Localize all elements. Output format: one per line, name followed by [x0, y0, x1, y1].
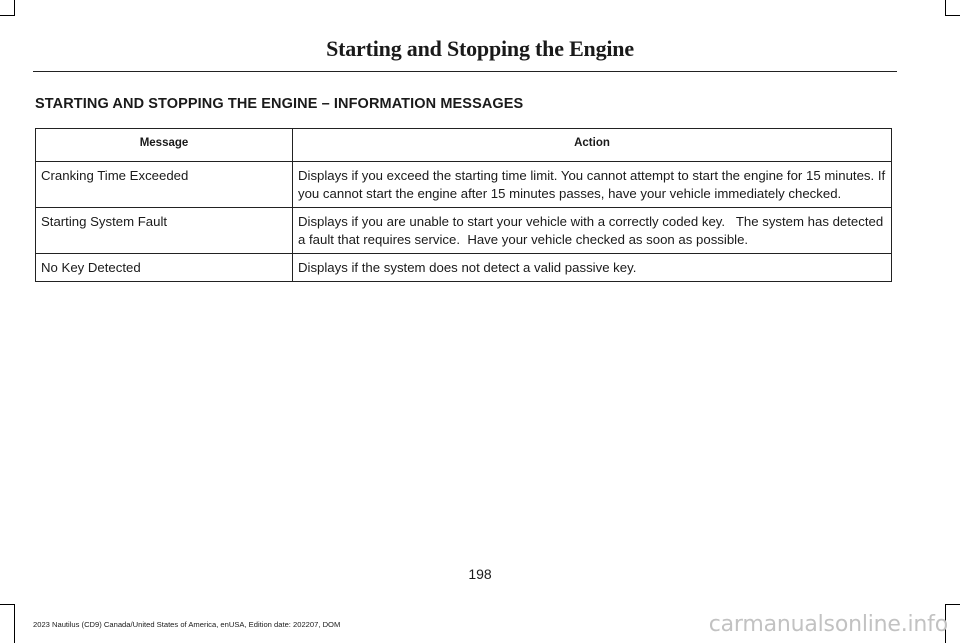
header-divider	[33, 71, 897, 72]
crop-mark-bottom-left	[0, 604, 14, 605]
page-title: Starting and Stopping the Engine	[326, 36, 634, 61]
crop-mark-bottom-right	[945, 604, 960, 605]
edition-footer: 2023 Nautilus (CD9) Canada/United States of America, enUSA, Edition date: 202207, DOM	[33, 620, 341, 629]
page-number: 198	[468, 566, 492, 582]
table-row	[36, 162, 892, 208]
table-row	[36, 254, 892, 282]
crop-mark-bottom-left	[14, 604, 15, 643]
action-cell: Displays if you exceed the starting time limit. You cannot attempt to start the engine for 15 minutes. If you cannot start the engine after 15 minutes passes, have your vehicle immediately checked.	[293, 162, 892, 208]
table-header-row	[36, 129, 892, 162]
column-header-action: Action	[293, 129, 892, 162]
action-cell: Displays if the system does not detect a valid passive key.	[293, 254, 892, 282]
watermark: carmanualsonline.info	[708, 612, 948, 637]
message-cell: Starting System Fault	[36, 208, 293, 254]
section-heading: STARTING AND STOPPING THE ENGINE – INFORMATION MESSAGES	[35, 96, 524, 112]
crop-mark-top-left	[0, 15, 14, 16]
crop-mark-top-right	[945, 15, 960, 16]
table-row	[36, 208, 892, 254]
message-cell: No Key Detected	[36, 254, 293, 282]
action-cell: Displays if you are unable to start your vehicle with a correctly coded key. The system has detected a fault that requires service. Have your vehicle checked as soon as possible.	[293, 208, 892, 254]
information-messages-table	[35, 128, 892, 282]
crop-mark-top-right	[945, 0, 946, 16]
message-cell: Cranking Time Exceeded	[36, 162, 293, 208]
crop-mark-top-left	[14, 0, 15, 16]
column-header-message: Message	[36, 129, 293, 162]
